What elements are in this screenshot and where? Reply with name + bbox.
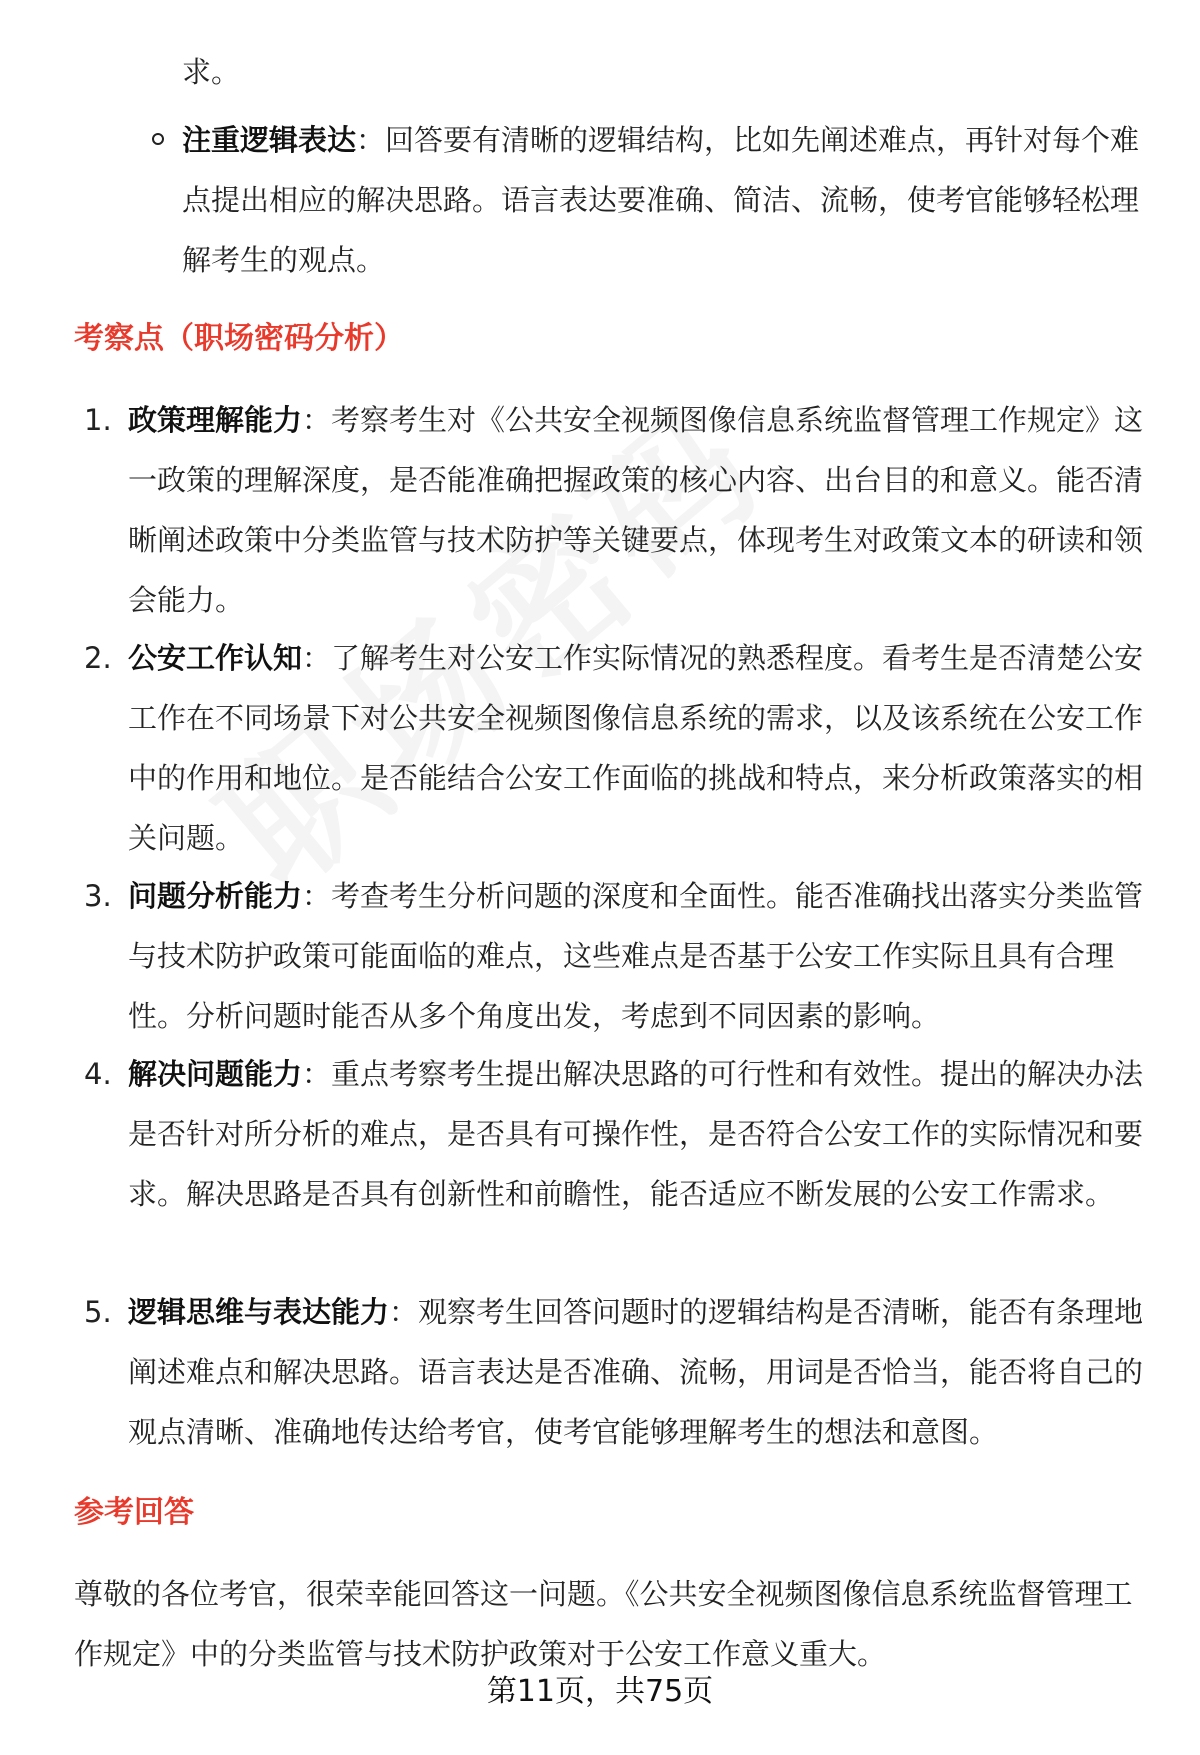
list-item (128, 1044, 1146, 1224)
list-item-label: 逻辑思维与表达能力 (128, 1295, 390, 1329)
hollow-bullet-icon (152, 133, 164, 145)
continuation-text: 求。 (182, 55, 241, 89)
sub-item-text: ：回答要有清晰的逻辑结构，比如先阐述难点，再针对每个难点提出相应的解决思路。语言表达要准确、简洁、流畅，使考官能够轻松理解考生的观点。 (182, 123, 1140, 277)
list-item (128, 1282, 1146, 1462)
list-item-text: ：考察考生对《公共安全视频图像信息系统监督管理工作规定》这一政策的理解深度，是否能准确把握政策的核心内容、出台目的和意义。能否清晰阐述政策中分类监管与技术防护等关键要点，体现考生对政策文本的研读和领会能力。 (128, 403, 1144, 617)
list-item-label: 公安工作认知 (128, 641, 303, 675)
list-item-text: ：了解考生对公安工作实际情况的熟悉程度。看考生是否清楚公安工作在不同场景下对公共安全视频图像信息系统的需求，以及该系统在公安工作中的作用和地位。是否能结合公安工作面临的挑战和特点，来分析政策落实的相关问题。 (128, 641, 1144, 855)
list-item (128, 390, 1146, 630)
list-item-text: ：考查考生分析问题的深度和全面性。能否准确找出落实分类监管与技术防护政策可能面临的难点，这些难点是否基于公安工作实际且具有合理性。分析问题时能否从多个角度出发，考虑到不同因素的影响。 (128, 879, 1144, 1033)
list-number: 2. (84, 641, 112, 675)
sub-list-item (182, 110, 1142, 290)
page-number: 第11页，共75页 (486, 1674, 714, 1709)
list-item (128, 628, 1146, 868)
list-number: 1. (84, 403, 112, 437)
list-number: 5. (84, 1295, 112, 1329)
list-number: 3. (84, 879, 112, 913)
answer-paragraph: 尊敬的各位考官，很荣幸能回答这一问题。《公共安全视频图像信息系统监督管理工作规定》中的分类监管与技术防护政策对于公安工作意义重大。 (74, 1577, 1133, 1671)
sub-item-label: 注重逻辑表达 (182, 123, 357, 157)
list-number: 4. (84, 1057, 112, 1091)
list-item-text: ：观察考生回答问题时的逻辑结构是否清晰，能否有条理地阐述难点和解决思路。语言表达是否准确、流畅，用词是否恰当，能否将自己的观点清晰、准确地传达给考官，使考官能够理解考生的想法和意图。 (128, 1295, 1144, 1449)
section-heading-analysis: 考察点（职场密码分析） (74, 321, 404, 356)
list-item-text: ：重点考察考生提出解决思路的可行性和有效性。提出的解决办法是否针对所分析的难点，是否具有可操作性，是否符合公安工作的实际情况和要求。解决思路是否具有创新性和前瞻性，能否适应不断发展的公安工作需求。 (128, 1057, 1144, 1211)
list-item-label: 政策理解能力 (128, 403, 303, 437)
list-item-label: 问题分析能力 (128, 879, 303, 913)
section-heading-answer: 参考回答 (74, 1495, 194, 1530)
list-item-label: 解决问题能力 (128, 1057, 303, 1091)
list-item (128, 866, 1146, 1046)
